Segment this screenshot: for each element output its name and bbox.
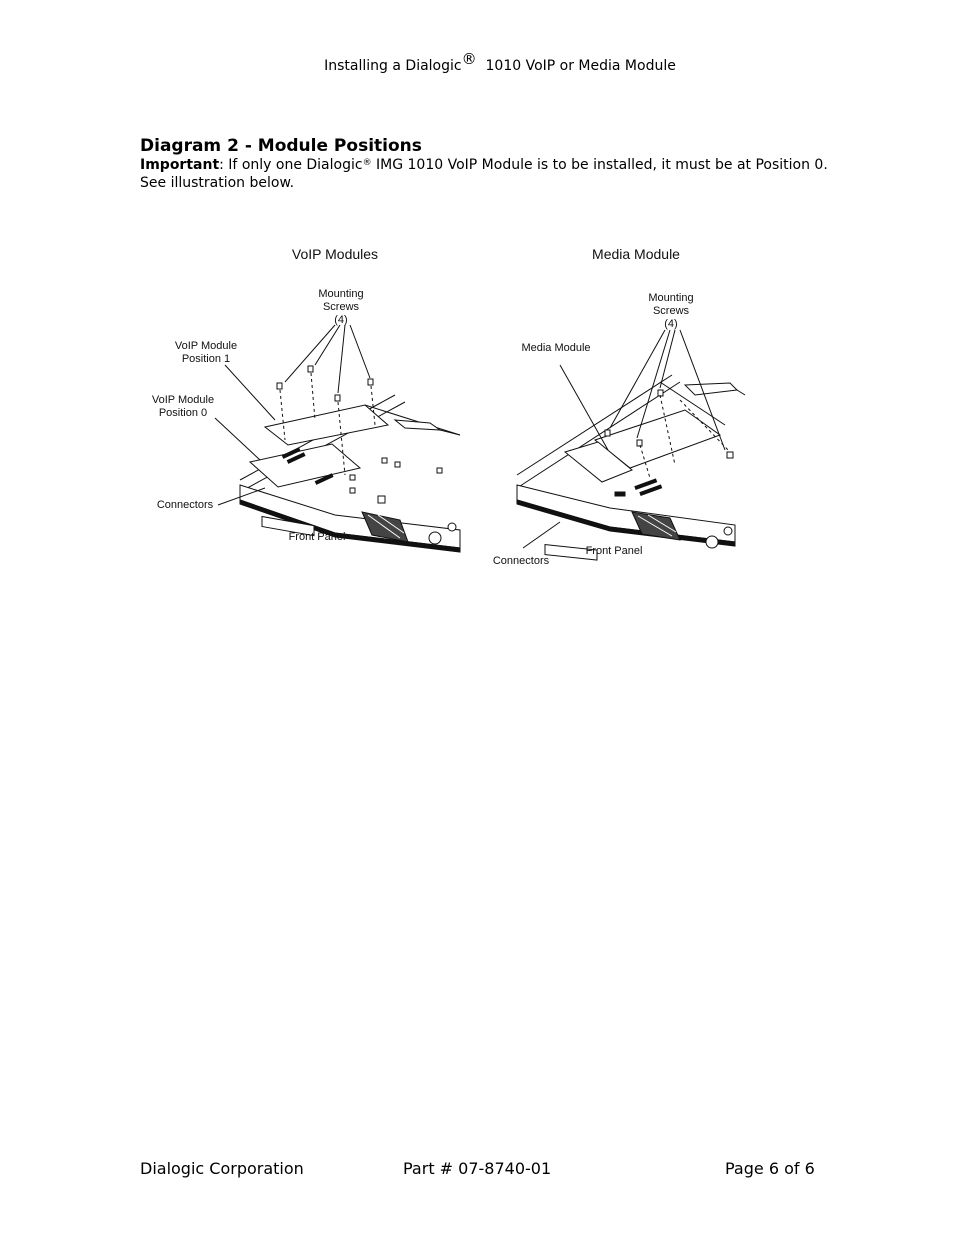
media-mounting-label-1: Mounting <box>648 292 694 304</box>
media-connectors-label: Connectors <box>492 555 550 567</box>
media-title: Media Module <box>592 246 680 262</box>
voip-front-panel-label: Front Panel <box>288 531 346 543</box>
header-text-after: 1010 VoIP or Media Module <box>485 58 676 74</box>
section-title: Diagram 2 - Module Positions <box>140 136 422 156</box>
voip-position1-label-1: VoIP Module <box>174 340 238 352</box>
voip-mounting-label-2: Screws <box>322 301 360 313</box>
voip-mounting-label-1: Mounting <box>318 288 364 300</box>
page-header <box>0 50 954 74</box>
header-text-before: Installing a Dialogic <box>324 58 462 74</box>
voip-position1-label-2: Position 1 <box>181 353 231 365</box>
footer-page-number: Page 6 of 6 <box>725 1159 815 1178</box>
registered-mark: ® <box>362 158 372 168</box>
media-module-label: Media Module <box>521 342 591 354</box>
media-mounting-label-3: (4) <box>664 318 678 330</box>
see-illustration-text: See illustration below. <box>140 175 295 191</box>
important-text-2: IMG 1010 VoIP Module is to be installed, it must be at Position 0. <box>371 157 828 173</box>
voip-title: VoIP Modules <box>291 246 379 262</box>
voip-connectors-label: Connectors <box>156 499 214 511</box>
voip-mounting-label-3: (4) <box>334 314 348 326</box>
media-module-illustration <box>517 330 745 560</box>
important-text-1: : If only one Dialogic <box>219 157 363 173</box>
media-mounting-label-2: Screws <box>652 305 690 317</box>
important-note <box>140 156 880 192</box>
module-positions-diagram <box>140 230 780 580</box>
voip-modules-illustration <box>215 325 460 552</box>
media-front-panel-label: Front Panel <box>585 545 643 557</box>
header-registered-mark: ® <box>461 50 477 68</box>
important-label: Important <box>140 157 220 173</box>
voip-position0-label-2: Position 0 <box>158 407 208 419</box>
footer-part-number: Part # 07-8740-01 <box>403 1159 552 1178</box>
footer-company: Dialogic Corporation <box>140 1159 304 1178</box>
voip-position0-label-1: VoIP Module <box>151 394 215 406</box>
